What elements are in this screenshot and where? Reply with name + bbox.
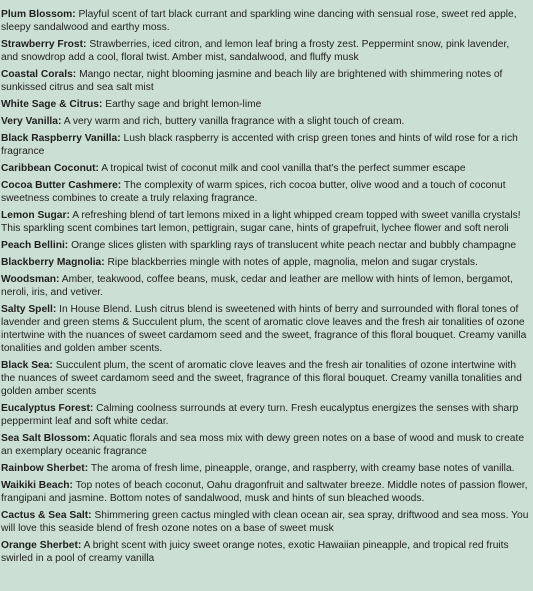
scent-entry-blackberry-magnolia xyxy=(1,256,529,269)
scent-description: A very warm and rich, buttery vanilla fragrance with a slight touch of cream. xyxy=(63,116,405,127)
scent-description: A tropical twist of coconut milk and cool vanilla that's the perfect summer escape xyxy=(101,163,466,174)
scent-entry-white-sage-citrus xyxy=(1,98,529,111)
scent-description: Calming coolness surrounds at every turn. Fresh eucalyptus energizes the senses with sharp peppermint leaf and soft white cedar. xyxy=(1,403,519,427)
scent-entry-peach-bellini xyxy=(1,239,529,252)
scent-name: Salty Spell: xyxy=(1,304,57,315)
scent-description: Aquatic florals and sea moss mix with dewy green notes on a base of wood and musk to create an exemplary oceanic fragrance xyxy=(1,433,525,457)
scent-description: The complexity of warm spices, rich cocoa butter, olive wood and a touch of coconut sweetness combines to create a truly relaxing fragrance. xyxy=(1,180,506,204)
scent-name: Blackberry Magnolia: xyxy=(1,257,105,268)
scent-description: Succulent plum, the scent of aromatic clove leaves and the fresh air tonalities of ozone intertwine with the nuances of sweet cardamom seed and the sweet, fragrance of this floral bouquet. Creamy vanilla tonalities and golden amber scents xyxy=(1,360,522,397)
scent-description: Strawberries, iced citron, and lemon leaf bring a frosty zest. Peppermint snow, pink lavender, and snowdrop add a cool, floral twist. Amber mist, sandalwood, and fluffy musk xyxy=(1,39,510,63)
scent-name: Black Sea: xyxy=(1,360,53,371)
scent-entry-coastal-corals xyxy=(1,68,529,94)
scent-description: The aroma of fresh lime, pineapple, orange, and raspberry, with creamy base notes of vanilla. xyxy=(90,463,515,474)
scent-entry-plum-blossom xyxy=(1,8,529,34)
scent-description: Orange slices glisten with sparkling rays of translucent white peach nectar and bubbly champagne xyxy=(71,240,517,251)
scent-description: A refreshing blend of tart lemons mixed in a light whipped cream topped with sweet vanilla crystals! This sparkling scent combines tart lemon, pettigrain, sugar cane, hints of grapefruit, lychee flower and soft neroli xyxy=(1,210,521,234)
scent-name: White Sage & Citrus: xyxy=(1,99,103,110)
scent-name: Plum Blossom: xyxy=(1,9,76,20)
scent-entry-eucalyptus-forest xyxy=(1,402,529,428)
scent-entry-cactus-sea-salt xyxy=(1,509,529,535)
scent-name: Cactus & Sea Salt: xyxy=(1,510,92,521)
scent-entry-waikiki-beach xyxy=(1,479,529,505)
scent-entry-cocoa-butter-cashmere xyxy=(1,179,529,205)
scent-name: Eucalyptus Forest: xyxy=(1,403,94,414)
scent-entry-black-raspberry-vanilla xyxy=(1,132,529,158)
scent-entry-very-vanilla xyxy=(1,115,529,128)
scent-entry-salty-spell xyxy=(1,303,529,355)
scent-name: Peach Bellini: xyxy=(1,240,69,251)
scent-entry-rainbow-sherbet xyxy=(1,462,529,475)
scent-entry-lemon-sugar xyxy=(1,209,529,235)
scent-name: Woodsman: xyxy=(1,274,60,285)
scent-description: Lush black raspberry is accented with crisp green tones and hints of wild rose for a rich fragrance xyxy=(1,133,518,157)
scent-description: In House Blend. Lush citrus blend is sweetened with hints of berry and surrounded with floral tones of lavender and green stems & Succulent plum, the scent of aromatic clove leaves and the fresh air tonalities of ozone intertwine with the nuances of sweet cardamom seed and the sweet, fragrance of this floral bouquet. Creamy vanilla tonalities and golden amber scents. xyxy=(1,304,527,354)
scent-entry-black-sea xyxy=(1,359,529,398)
scent-description: Mango nectar, night blooming jasmine and beach lily are brightened with shimmering notes of sunkissed citrus and sea salt mist xyxy=(1,69,503,93)
scent-description: Amber, teakwood, coffee beans, musk, cedar and leather are mellow with hints of lemon, bergamot, neroli, iris, and vetiver. xyxy=(1,274,513,298)
scent-name: Caribbean Coconut: xyxy=(1,163,99,174)
scent-name: Black Raspberry Vanilla: xyxy=(1,133,121,144)
scent-name: Strawberry Frost: xyxy=(1,39,87,50)
scent-name: Cocoa Butter Cashmere: xyxy=(1,180,122,191)
scent-entry-orange-sherbet xyxy=(1,539,529,565)
scent-name: Orange Sherbet: xyxy=(1,540,82,551)
scent-description: Ripe blackberries mingle with notes of apple, magnolia, melon and sugar crystals. xyxy=(107,257,478,268)
scent-description: Shimmering green cactus mingled with clean ocean air, sea spray, driftwood and sea moss. You will love this seaside blend of fresh ozone notes on a base of sweet musk xyxy=(1,510,529,534)
scent-name: Sea Salt Blossom: xyxy=(1,433,91,444)
scent-entry-woodsman xyxy=(1,273,529,299)
scent-entry-sea-salt-blossom xyxy=(1,432,529,458)
scent-name: Rainbow Sherbet: xyxy=(1,463,89,474)
scent-name: Lemon Sugar: xyxy=(1,210,70,221)
scent-name: Waikiki Beach: xyxy=(1,480,73,491)
scent-description: Playful scent of tart black currant and sparkling wine dancing with sensual rose, sweet red apple, sleepy sandalwood and earthy moss. xyxy=(1,9,517,33)
scent-name: Very Vanilla: xyxy=(1,116,62,127)
scent-description: Earthy sage and bright lemon-lime xyxy=(105,99,262,110)
scent-entry-strawberry-frost xyxy=(1,38,529,64)
scent-name: Coastal Corals: xyxy=(1,69,77,80)
scent-entry-caribbean-coconut xyxy=(1,162,529,175)
scent-description: A bright scent with juicy sweet orange notes, exotic Hawaiian pineapple, and tropical red fruits swirled in a pool of creamy vanilla xyxy=(1,540,509,564)
scent-description: Top notes of beach coconut, Oahu dragonfruit and saltwater breeze. Middle notes of passion flower, frangipani and jasmine. Bottom notes of sandalwood, musk and hints of sun bleached woods. xyxy=(1,480,528,504)
